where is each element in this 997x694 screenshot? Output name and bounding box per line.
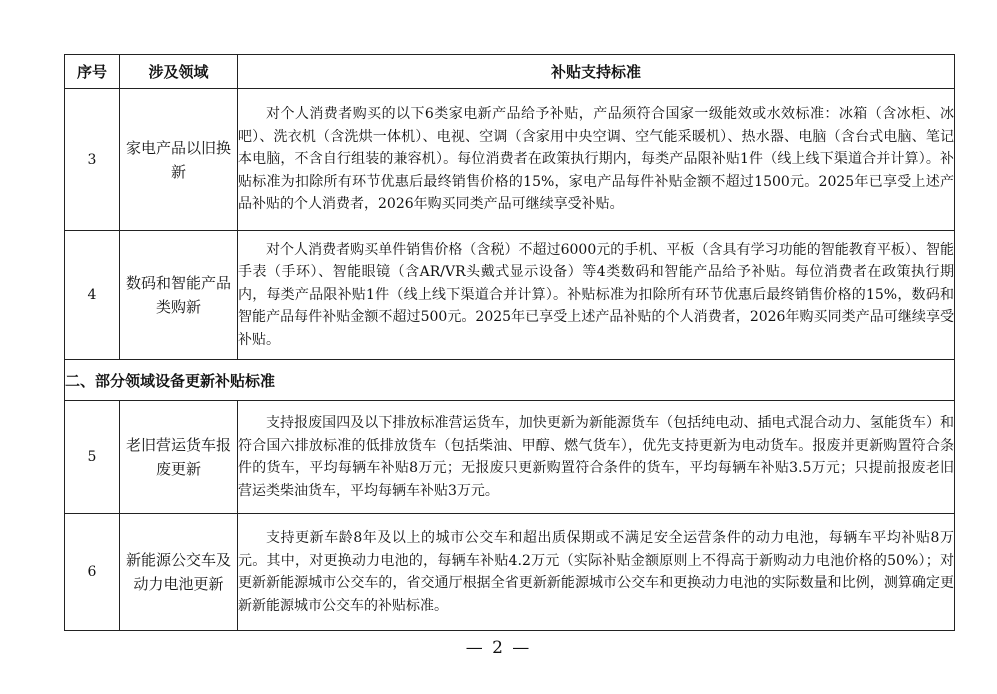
row-standard: 对个人消费者购买单件销售价格（含税）不超过6000元的手机、平板（含具有学习功能的智能教育平板）、智能手表（手环）、智能眼镜（含AR/VR头戴式显示设备）等4类数码和智能产品给予补贴。每位消费者在政策执行期内，每类产品限补贴1件（线上线下渠道合并计算）。补贴标准为扣除所有环节优惠后最终销售价格的15%，数码和智能产品每件补贴金额不超过500元。2025年已享受上述产品补贴的个人消费者，2026年购买同类产品可继续享受补贴。 [238,231,955,360]
table-row [65,514,955,631]
row-standard: 对个人消费者购买的以下6类家电新产品给予补贴，产品须符合国家一级能效或水效标准：冰箱（含冰柜、冰吧）、洗衣机（含洗烘一体机）、电视、空调（含家用中央空调、空气能采暖机）、热水器、电脑（含台式电脑、笔记本电脑，不含自行组装的兼容机）。每位消费者在政策执行期内，每类产品限补贴1件（线上线下渠道合并计算）。补贴标准为扣除所有环节优惠后最终销售价格的15%，家电产品每件补贴金额不超过1500元。2025年已享受上述产品补贴的个人消费者，2026年购买同类产品可继续享受补贴。 [238,89,955,231]
table-header-row [65,55,955,89]
subsidy-standards-table [64,54,955,631]
section-title: 二、部分领域设备更新补贴标准 [65,360,955,401]
row-number: 6 [65,514,120,631]
policy-table-container [64,54,954,631]
row-number: 5 [65,401,120,514]
header-no: 序号 [65,55,120,89]
row-field: 新能源公交车及动力电池更新 [120,514,238,631]
row-standard: 支持报废国四及以下排放标准营运货车，加快更新为新能源货车（包括纯电动、插电式混合动力、氢能货车）和符合国六排放标准的低排放货车（包括柴油、甲醇、燃气货车），优先支持更新为电动货车。报废并更新购置符合条件的货车，平均每辆车补贴8万元；无报废只更新购置符合条件的货车，平均每辆车补贴3.5万元；只提前报废老旧营运类柴油货车，平均每辆车补贴3万元。 [238,401,955,514]
header-field: 涉及领域 [120,55,238,89]
table-row [65,401,955,514]
page-number: — 2 — [465,638,532,658]
row-standard: 支持更新车龄8年及以上的城市公交车和超出质保期或不满足安全运营条件的动力电池，每辆车平均补贴8万元。其中，对更换动力电池的，每辆车补贴4.2万元（实际补贴金额原则上不得高于新购动力电池价格的50%）；对更新新能源城市公交车的，省交通厅根据全省更新新能源城市公交车和更换动力电池的实际数量和比例，测算确定更新新能源城市公交车的补贴标准。 [238,514,955,631]
section-row [65,360,955,401]
header-standard: 补贴支持标准 [238,55,955,89]
row-field: 老旧营运货车报废更新 [120,401,238,514]
row-field: 家电产品以旧换新 [120,89,238,231]
row-field: 数码和智能产品类购新 [120,231,238,360]
row-number: 3 [65,89,120,231]
table-row [65,89,955,231]
table-row [65,231,955,360]
row-number: 4 [65,231,120,360]
